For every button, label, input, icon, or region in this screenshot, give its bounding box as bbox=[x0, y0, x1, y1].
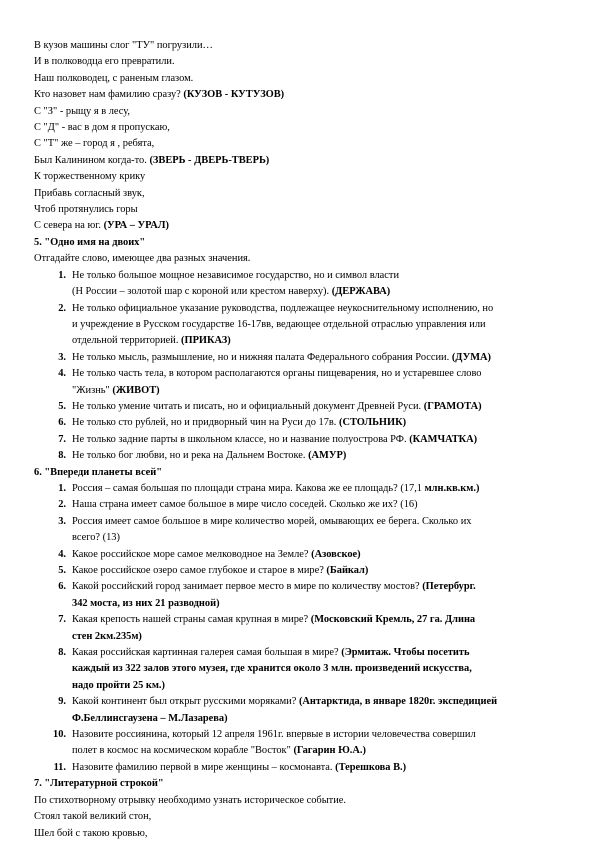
list-item-text: Назовите россиянина, который 12 апреля 1961г. впервые в истории человечества совершил bbox=[72, 729, 476, 741]
list-item-answer: (Гагарин Ю.А.) bbox=[293, 745, 366, 757]
riddle-line: С "Т" же – город я , ребята, bbox=[34, 138, 155, 150]
list-item-answer: Ф.Беллинсгаузена – М.Лазарева) bbox=[72, 712, 228, 724]
list-item-line bbox=[72, 399, 559, 415]
list-item-number: 6 . bbox=[48, 415, 66, 431]
list-item-text: Какая крепость нашей страны самая крупная в мире? bbox=[72, 614, 311, 626]
list-item bbox=[34, 415, 559, 431]
list-item-text: Не только бог любви, но и река на Дальнем Востоке. bbox=[72, 450, 309, 462]
list-item-text: Не только задние парты в школьном классе, но и название полуострова РФ. bbox=[72, 433, 410, 445]
list-item-number: 5 . bbox=[48, 399, 66, 415]
riddle-line: Был Калинином когда-то. (ЗВЕРЬ - ДВЕРЬ-ТВЕРЬ) bbox=[34, 154, 270, 166]
list-item bbox=[34, 399, 559, 415]
list-item-number: 1 . bbox=[48, 268, 66, 284]
riddle-line: С "Д" - вас в дом я пропускаю, bbox=[34, 122, 170, 134]
list-item bbox=[34, 448, 559, 464]
list-item-line bbox=[72, 317, 559, 333]
list-item-answer: (ПРИКАЗ) bbox=[181, 335, 231, 347]
list-item-answer: млн.кв.км.) bbox=[424, 482, 480, 494]
list-item-line bbox=[72, 678, 559, 694]
list-item-line bbox=[72, 383, 559, 399]
list-item-line bbox=[72, 563, 559, 579]
list-item-line bbox=[72, 366, 559, 382]
riddle-line: С севера на юг. (УРА – УРАЛ) bbox=[34, 220, 169, 232]
list-item bbox=[34, 350, 559, 366]
list-item-answer: (Московский Кремль, 27 га. Длина bbox=[310, 614, 476, 626]
list-item-answer: 342 моста, из них 21 разводной) bbox=[72, 597, 220, 609]
list-item-answer: (ДУМА) bbox=[451, 351, 491, 363]
list-item-line bbox=[72, 497, 559, 513]
list-item bbox=[34, 481, 559, 497]
list-item-line bbox=[72, 530, 559, 546]
list-item-text: Не только мысль, размышление, но и нижняя палата Федерального собрания России. bbox=[72, 351, 452, 363]
list-item-line bbox=[72, 612, 559, 628]
list-item-answer: (Антарктида, в январе 1820г. экспедицией bbox=[298, 696, 498, 708]
list-item-line bbox=[72, 694, 559, 710]
list-item-answer: (ГРАМОТА) bbox=[423, 400, 482, 412]
list-item-line bbox=[72, 301, 559, 317]
list-item-line bbox=[72, 268, 559, 284]
riddle-line: Кто назовет нам фамилию сразу? (КУЗОВ - КУТУЗОВ) bbox=[34, 89, 285, 101]
section-7-intro: По стихотворному отрывку необходимо узнать историческое событие. bbox=[34, 794, 346, 806]
list-item-text: Какой континент был открыт русскими моряками? bbox=[72, 696, 299, 708]
list-item-answer: (Азовское) bbox=[311, 548, 361, 560]
list-item bbox=[34, 514, 559, 547]
list-item-answer: (Петербург. bbox=[422, 581, 476, 593]
list-item-text: Россия имеет самое большое в мире количество морей, омывающих ее берега. Сколько их bbox=[72, 515, 472, 527]
list-item-line bbox=[72, 743, 559, 759]
list-item bbox=[34, 612, 559, 645]
riddle-line: В кузов машины слог "ТУ" погрузили… bbox=[34, 40, 213, 51]
list-item-answer: каждый из 322 залов этого музея, где хранится около 3 млн. произведений искусства, bbox=[72, 663, 472, 675]
list-item-number: 3 . bbox=[48, 514, 66, 530]
list-item-number: 7 . bbox=[48, 432, 66, 448]
list-item bbox=[34, 268, 559, 301]
list-item-number: 9 . bbox=[48, 694, 66, 710]
section-6-heading: 6. "Впереди планеты всей" bbox=[34, 466, 163, 478]
list-item-text: всего? (13) bbox=[72, 532, 120, 544]
poem-line: Шел бой с такою кровью, bbox=[34, 827, 148, 839]
poem-line: Стоял такой великий стон, bbox=[34, 811, 152, 823]
list-item-text: Какая российская картинная галерея самая большая в мире? bbox=[72, 647, 342, 659]
section-5-heading: 5. "Одно имя на двоих" bbox=[34, 236, 146, 248]
list-item-line bbox=[72, 432, 559, 448]
section-5-list bbox=[34, 268, 559, 465]
list-item-text: Не только большое мощное независимое государство, но и символ власти bbox=[72, 269, 399, 281]
list-item-line bbox=[72, 661, 559, 677]
riddle-answer: (КУЗОВ - КУТУЗОВ) bbox=[183, 89, 285, 101]
list-item-answer: (Эрмитаж. Чтобы посетить bbox=[341, 647, 470, 659]
list-item-answer: (Терешкова В.) bbox=[335, 761, 407, 773]
list-item bbox=[34, 547, 559, 563]
riddle-line: К торжественному крику bbox=[34, 171, 146, 183]
list-item-text: Не только умение читать и писать, но и официальный документ Древней Руси. bbox=[72, 400, 424, 412]
list-item-text: Россия – самая большая по площади страна мира. Какова же ее площадь? (17,1 bbox=[72, 482, 425, 494]
list-item-text: "Жизнь" bbox=[72, 384, 113, 396]
list-item bbox=[34, 301, 559, 350]
list-item-number: 7 . bbox=[48, 612, 66, 628]
riddle-line: Чтоб протянулись горы bbox=[34, 204, 138, 216]
list-item-number: 4 . bbox=[48, 366, 66, 382]
list-item-line bbox=[72, 448, 559, 464]
list-item-number: 6 . bbox=[48, 579, 66, 595]
list-item-line bbox=[72, 350, 559, 366]
list-item-answer: надо пройти 25 км.) bbox=[72, 679, 165, 691]
list-item-text: Наша страна имеет самое большое в мире число соседей. Сколько же их? (16) bbox=[72, 499, 418, 511]
list-item-answer: (Байкал) bbox=[326, 565, 369, 576]
list-item-number: 10 . bbox=[48, 727, 66, 743]
list-item-number: 2 . bbox=[48, 497, 66, 513]
list-item-answer: (КАМЧАТКА) bbox=[409, 433, 478, 445]
list-item-text: Не только официальное указание руководства, подлежащее неукоснительному исполнению, но bbox=[72, 302, 494, 314]
list-item-line bbox=[72, 596, 559, 612]
list-item-text: Не только сто рублей, но и придворный чин на Руси до 17в. bbox=[72, 417, 339, 429]
list-item-text: Не только часть тела, в котором располагаются органы пищеварения, но и устаревшее слово bbox=[72, 368, 482, 380]
riddle-line: И в полководца его превратили. bbox=[34, 56, 175, 68]
list-item-number: 11 . bbox=[48, 760, 66, 776]
section-7-heading: 7. "Литературной строкой" bbox=[34, 778, 164, 790]
list-item bbox=[34, 645, 559, 694]
list-item bbox=[34, 497, 559, 513]
list-item bbox=[34, 563, 559, 579]
list-item bbox=[34, 579, 559, 612]
list-item bbox=[34, 760, 559, 776]
list-item-text: отдельной территорией. bbox=[72, 335, 182, 347]
list-item-answer: (СТОЛЬНИК) bbox=[339, 417, 407, 429]
riddle-line: С "З" - рыщу я в лесу, bbox=[34, 105, 131, 117]
list-item-text: и учреждение в Русском государстве 16-17вв, ведающее отдельной отраслью управления или bbox=[72, 318, 486, 330]
riddle-line: Наш полководец, с раненым глазом. bbox=[34, 72, 194, 84]
section-6-list bbox=[34, 481, 559, 776]
list-item-answer: (ДЕРЖАВА) bbox=[331, 286, 391, 298]
list-item-text: полет в космос на космическом корабле "Восток" bbox=[72, 745, 294, 757]
riddle-answer: (УРА – УРАЛ) bbox=[103, 220, 169, 232]
list-item-line bbox=[72, 415, 559, 431]
list-item-line bbox=[72, 547, 559, 563]
list-item-text: Какое российское море самое мелководное на Земле? bbox=[72, 548, 312, 560]
list-item-text: (Н России – золотой шар с короной или крестом наверху). bbox=[72, 286, 332, 298]
riddles-block bbox=[34, 38, 559, 235]
riddle-answer: (ЗВЕРЬ - ДВЕРЬ-ТВЕРЬ) bbox=[149, 154, 270, 166]
list-item-text: Какое российское озеро самое глубокое и старое в мире? bbox=[72, 565, 327, 576]
list-item-line bbox=[72, 481, 559, 497]
list-item-number: 5 . bbox=[48, 563, 66, 579]
list-item-number: 8 . bbox=[48, 645, 66, 661]
list-item-number: 1 . bbox=[48, 481, 66, 497]
list-item bbox=[34, 432, 559, 448]
list-item-line bbox=[72, 629, 559, 645]
list-item-text: Какой российский город занимает первое место в мире по количеству мостов? bbox=[72, 581, 423, 593]
list-item-answer: (ЖИВОТ) bbox=[112, 384, 160, 396]
list-item-line bbox=[72, 514, 559, 530]
section-5-intro: Отгадайте слово, имеющее два разных значения. bbox=[34, 253, 251, 265]
list-item-answer: стен 2км.235м) bbox=[72, 630, 142, 642]
list-item-line bbox=[72, 284, 559, 300]
list-item-number: 2 . bbox=[48, 301, 66, 317]
list-item-number: 4 . bbox=[48, 547, 66, 563]
list-item-line bbox=[72, 711, 559, 727]
list-item-line bbox=[72, 760, 559, 776]
list-item bbox=[34, 366, 559, 399]
list-item-answer: (АМУР) bbox=[308, 450, 347, 462]
list-item-text: Назовите фамилию первой в мире женщины – космонавта. bbox=[72, 761, 336, 773]
list-item bbox=[34, 694, 559, 727]
list-item-line bbox=[72, 645, 559, 661]
list-item-number: 3 . bbox=[48, 350, 66, 366]
list-item-number: 8 . bbox=[48, 448, 66, 464]
list-item-line bbox=[72, 727, 559, 743]
list-item bbox=[34, 727, 559, 760]
riddle-line: Прибавь согласный звук, bbox=[34, 187, 145, 199]
list-item-line bbox=[72, 579, 559, 595]
list-item-line bbox=[72, 333, 559, 349]
